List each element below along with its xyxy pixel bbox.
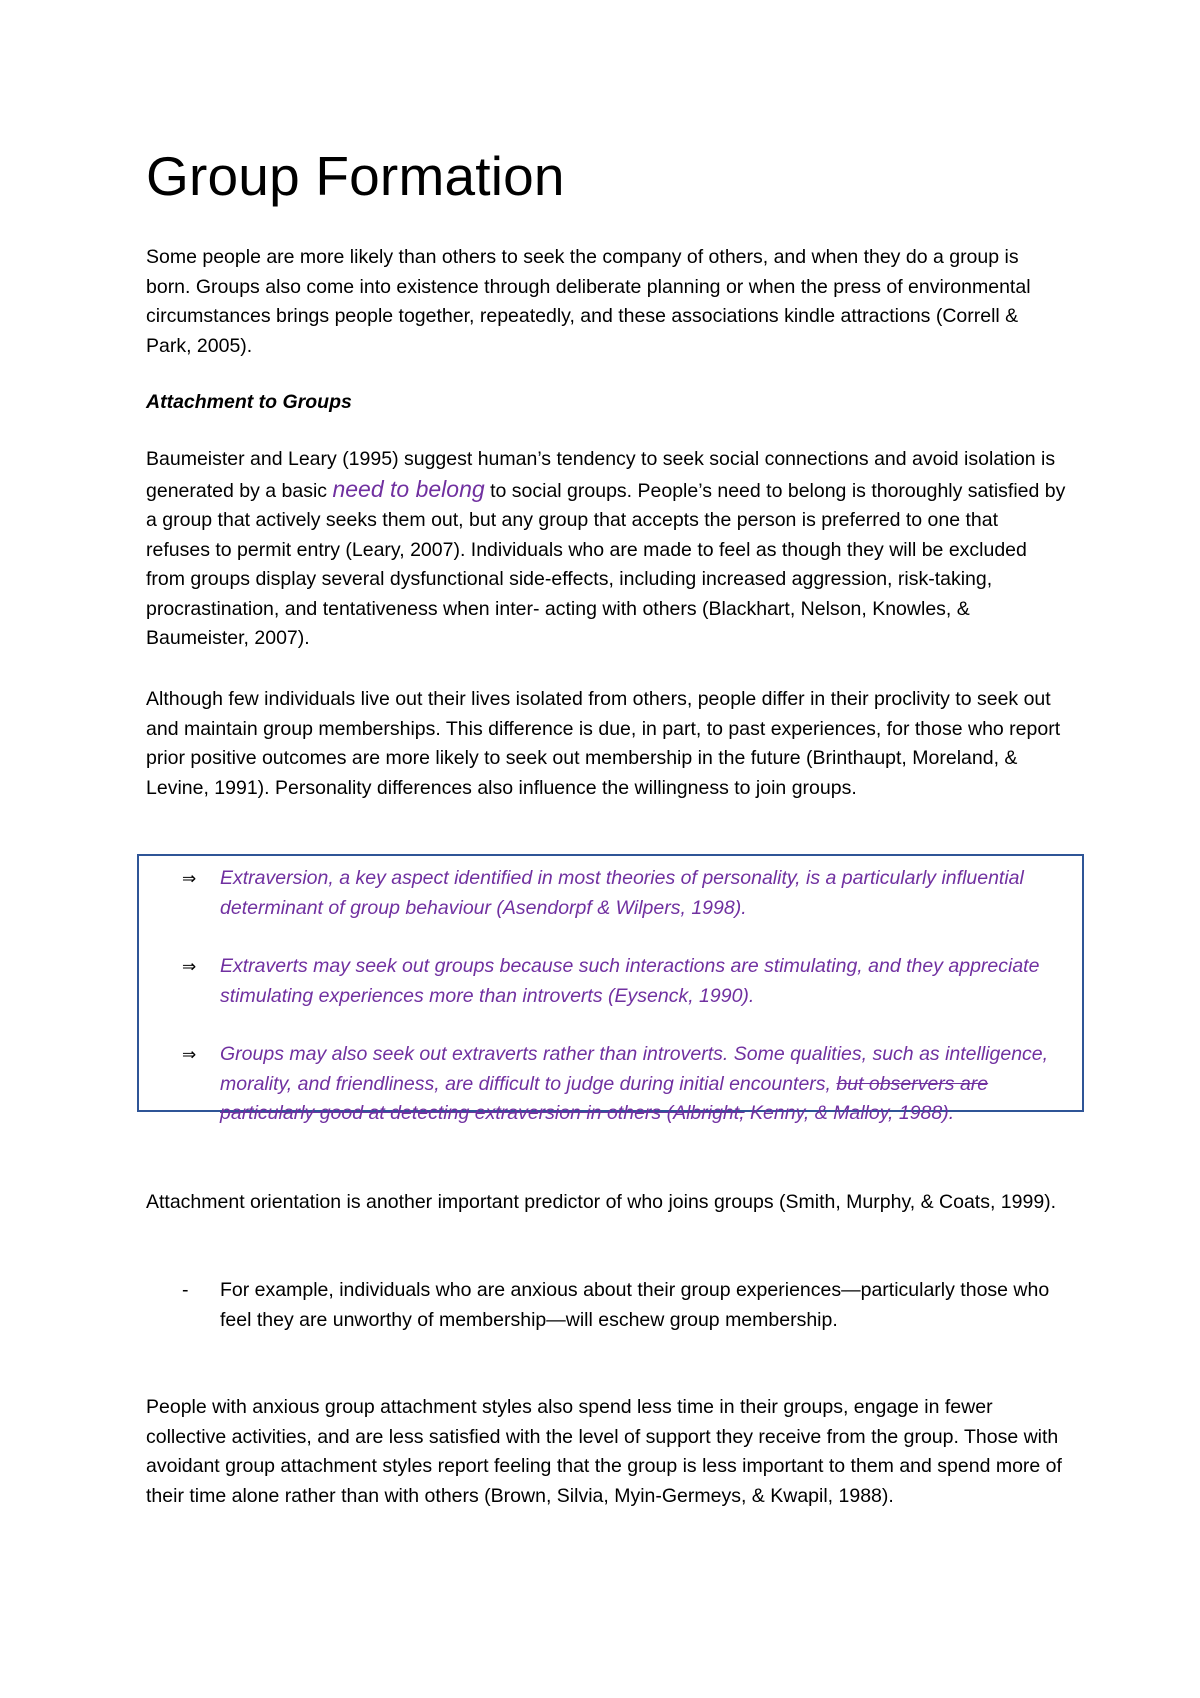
need-to-belong-paragraph xyxy=(146,445,1066,654)
example-list-item xyxy=(182,1276,1080,1335)
right-arrow-icon: ⇒ xyxy=(182,1045,197,1064)
page-title: Group Formation xyxy=(146,145,565,207)
bullet-text-part2: but observers are particularly good at detecting extraversion in others (Albright, xyxy=(220,1072,989,1124)
need-to-belong-highlight: need to belong xyxy=(332,475,485,502)
bullet-text: Extraversion, a key aspect identified in most theories of personality, is a particularly influential determinant of group behaviour (Asendorpf & Wilpers, 1998). xyxy=(220,867,1024,919)
intro-paragraph: Some people are more likely than others to seek the company of others, and when they do a group is born. Groups also come into existence through deliberate planning or when the press of environmental circumstances brings people together, repeatedly, and these associations kindle attractions (Correll & Park, 2005). xyxy=(146,246,1031,357)
bullet-text: Extraverts may seek out groups because such interactions are stimulating, and they appreciate stimulating experiences more than introverts (Eysenck, 1990). xyxy=(220,955,1040,1007)
right-arrow-icon: ⇒ xyxy=(182,957,197,976)
para2-text-before: Baumeister and Leary (1995) suggest human’s tendency to seek social connections and avoid isolation is generated by a basic xyxy=(146,448,1056,502)
dash-bullet-icon: - xyxy=(182,1279,189,1301)
section-subheading: Attachment to Groups xyxy=(146,391,352,413)
right-arrow-icon: ⇒ xyxy=(182,869,197,888)
bullet-text-part1: Groups may also seek out extraverts rather than introverts. Some qualities, such as intelligence, morality, and friendliness, are difficult to judge during initial encounters, xyxy=(220,1043,1049,1095)
extraversion-bullet-list xyxy=(182,864,1062,1129)
personality-paragraph: Although few individuals live out their lives isolated from others, people differ in their proclivity to seek out and maintain group memberships. This difference is due, in part, to past experiences, for those who report prior positive outcomes are more likely to seek out membership in the future (Brinthaupt, Moreland, & Levine, 1991). Personality differences also influence the willingness to join groups. xyxy=(146,688,1061,799)
para2-text-after: to social groups. People’s need to belong is thoroughly satisfied by a group that actively seeks them out, but any group that accepts the person is preferred to one that refuses to permit entry (Leary, 2007). Individuals who are made to feel as though they will be excluded from groups display several dysfunctional side-effects, including increased aggression, risk-taking, procrastination, and tentativeness when inter- acting with others (Blackhart, Nelson, Knowles, & Baumeister, 2007). xyxy=(146,479,1066,649)
attachment-orientation-paragraph: Attachment orientation is another important predictor of who joins groups (Smith, Murphy, & Coats, 1999). xyxy=(146,1191,1057,1213)
bullet-item xyxy=(182,1040,1062,1129)
attachment-styles-paragraph: People with anxious group attachment styles also spend less time in their groups, engage in fewer collective activities, and are less satisfied with the level of support they receive from the group. Those with avoidant group attachment styles report feeling that the group is less important to them and spend more of their time alone rather than with others (Brown, Silvia, Myin-Germeys, & Kwapil, 1988). xyxy=(146,1396,1062,1507)
example-text: For example, individuals who are anxious about their group experiences—particularly those who feel they are unworthy of membership—will eschew group membership. xyxy=(220,1279,1050,1331)
bullet-text-part3: Kenny, & Malloy, 1988). xyxy=(750,1102,955,1124)
bullet-item xyxy=(182,864,1062,923)
bullet-item xyxy=(182,952,1062,1011)
